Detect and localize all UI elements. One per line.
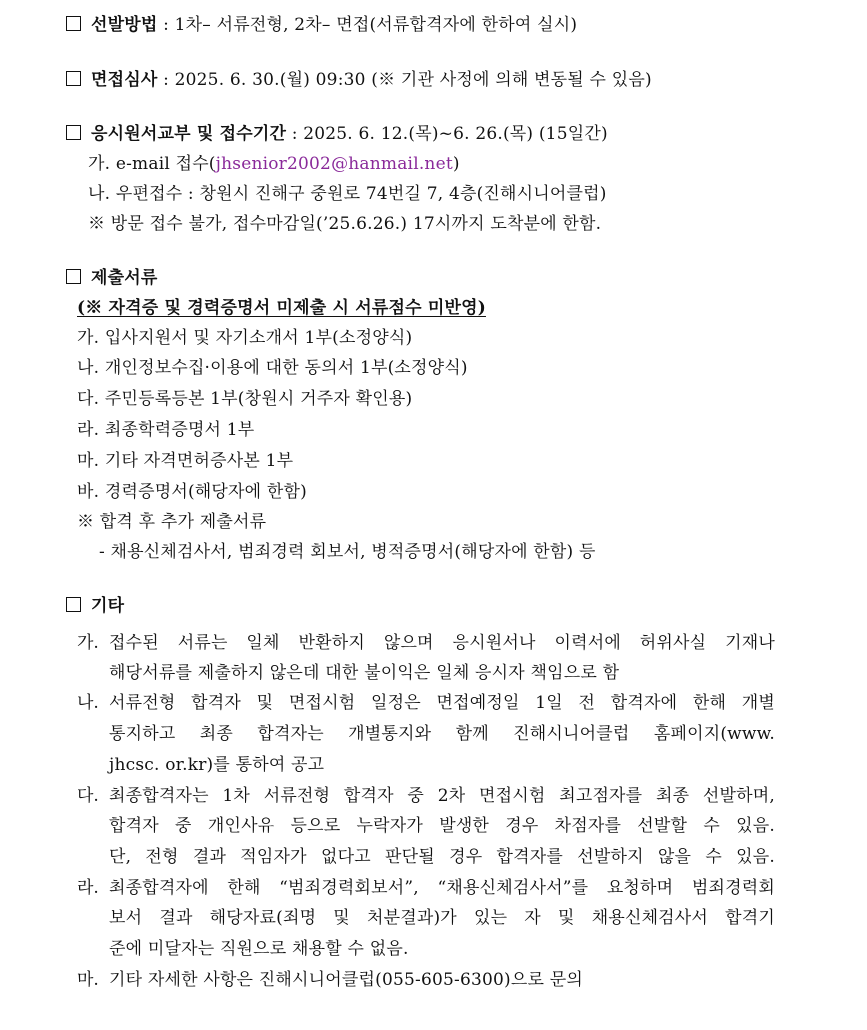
document-item: 다. 주민등록등본 1부(창원시 거주자 확인용) [77, 389, 413, 409]
document-extra-list: - 채용신체검사서, 범죄경력 회보서, 병적증명서(해당자에 한함) 등 [99, 542, 596, 562]
section-title: 선발방법 [91, 15, 158, 35]
checkbox-icon [66, 125, 81, 140]
etc-item-line: 최종합격자에 한해 “범죄경력회보서”, “채용신체검사서”를 요청하며 범죄경력회 [109, 878, 775, 898]
email-prefix: 가. e-mail 접수( [88, 154, 216, 174]
etc-item-line: 접수된 서류는 일체 반환하지 않으며 응시원서나 이력서에 허위사실 기재나 [109, 633, 775, 653]
checkbox-icon [66, 16, 81, 31]
email-link[interactable]: jhsenior2002@hanmail.net [215, 154, 453, 174]
checkbox-icon [66, 597, 81, 612]
checkbox-icon [66, 269, 81, 284]
application-note: ※ 방문 접수 불가, 접수마감일(’25.6.26.) 17시까지 도착분에 한함. [88, 214, 602, 234]
section-documents [66, 266, 158, 290]
etc-item-line: 준에 미달자는 직원으로 채용할 수 없음. [109, 939, 409, 959]
etc-item-line: 최종합격자는 1차 서류전형 합격자 중 2차 면접시험 최고점자를 최종 선발하며, [109, 786, 775, 806]
etc-item-line: jhcsc. or.kr)를 통하여 공고 [109, 755, 325, 775]
document-item: 바. 경력증명서(해당자에 한함) [77, 482, 307, 502]
document-extra-note: ※ 합격 후 추가 제출서류 [77, 512, 267, 532]
etc-item-label: 다. [77, 786, 99, 806]
etc-item-line: 통지하고 최종 합격자는 개별통지와 함께 진해시니어클럽 홈페이지(www. [109, 724, 775, 744]
application-post-line: 나. 우편접수 : 창원시 진해구 중원로 74번길 7, 4층(진해시니어클럽) [88, 184, 607, 204]
etc-item-line: 보서 결과 해당자료(죄명 및 처분결과)가 있는 자 및 채용신체검사서 합격기 [109, 908, 775, 928]
etc-item-label: 라. [77, 878, 99, 898]
documents-warning: (※ 자격증 및 경력증명서 미제출 시 서류점수 미반영) [77, 298, 486, 318]
etc-item-line: 단, 전형 결과 적임자가 없다고 판단될 경우 합격자를 선발하지 않을 수 있음. [109, 847, 775, 867]
section-application [66, 122, 608, 146]
email-suffix: ) [452, 154, 460, 174]
application-email-line [88, 152, 460, 176]
etc-item-label: 마. [77, 970, 99, 990]
document-item: 나. 개인정보수집·이용에 대한 동의서 1부(소정양식) [77, 358, 468, 378]
section-interview [66, 68, 652, 92]
etc-item-line: 서류전형 합격자 및 면접시험 일정은 면접예정일 1일 전 합격자에 한해 개별 [109, 693, 775, 713]
section-etc [66, 594, 124, 618]
document-item: 라. 최종학력증명서 1부 [77, 420, 255, 440]
section-text: : 2025. 6. 12.(목)~6. 26.(목) (15일간) [286, 124, 608, 144]
section-selection [66, 13, 577, 37]
section-text: : 1차– 서류전형, 2차– 면접(서류합격자에 한하여 실시) [157, 15, 578, 35]
etc-item-label: 나. [77, 693, 99, 713]
document-item: 가. 입사지원서 및 자기소개서 1부(소정양식) [77, 328, 413, 348]
section-title: 제출서류 [91, 268, 158, 288]
section-text: : 2025. 6. 30.(월) 09:30 (※ 기관 사정에 의해 변동될 수 있음) [157, 70, 652, 90]
section-title: 응시원서교부 및 접수기간 [91, 124, 287, 144]
document-item: 마. 기타 자격면허증사본 1부 [77, 451, 294, 471]
etc-item-line: 해당서류를 제출하지 않은데 대한 불이익은 일체 응시자 책임으로 함 [109, 663, 620, 683]
checkbox-icon [66, 71, 81, 86]
etc-item-line: 합격자 중 개인사유 등으로 누락자가 발생한 경우 차점자를 선발할 수 있음. [109, 816, 775, 836]
section-title: 면접심사 [91, 70, 158, 90]
etc-item-label: 가. [77, 633, 99, 653]
section-title: 기타 [91, 596, 125, 616]
etc-item-line: 기타 자세한 사항은 진해시니어클럽(055-605-6300)으로 문의 [109, 970, 583, 990]
